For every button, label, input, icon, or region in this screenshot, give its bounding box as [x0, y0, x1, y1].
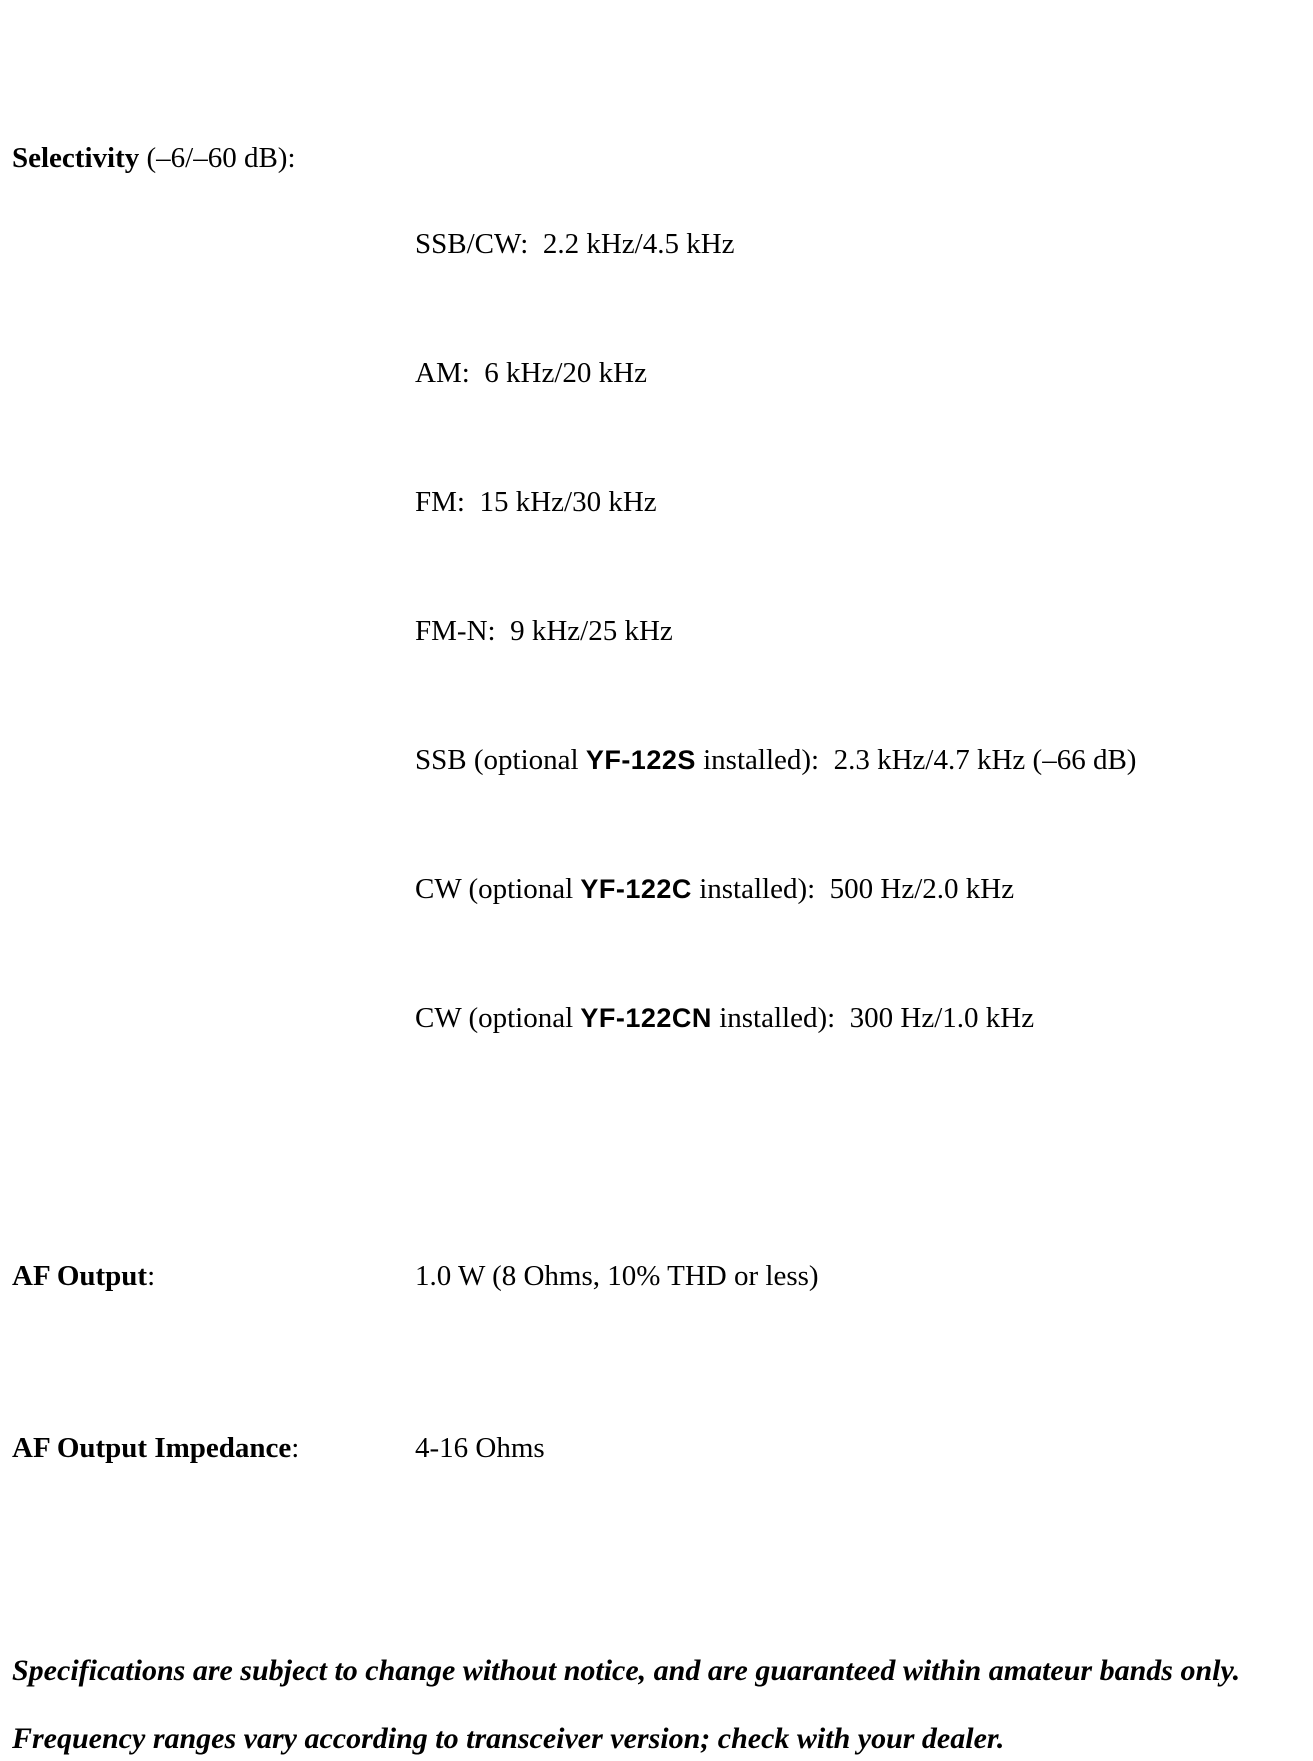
optional-line-prefix: CW (optional — [415, 1002, 581, 1034]
model-number-yf122cn: YF-122CN — [580, 1003, 712, 1033]
optional-line-prefix: SSB (optional — [415, 744, 586, 776]
model-number-yf122c: YF-122C — [580, 874, 692, 904]
spec-value-selectivity — [415, 137, 1313, 1126]
spec-label-bold-text: AF Output — [12, 1260, 148, 1292]
spec-value-line-ssb-optional — [415, 739, 1313, 782]
spec-row-af-output — [12, 1255, 1313, 1298]
model-number-yf122s: YF-122S — [585, 745, 696, 775]
note-frequency-ranges: Frequency ranges vary according to transceiver version; check with your dealer. — [12, 1722, 1005, 1755]
spec-value-af-output-impedance: 4-16 Ohms — [415, 1432, 545, 1464]
spec-value-line-fm: FM: 15 kHz/30 kHz — [415, 486, 657, 518]
spec-value-line-cw-optional — [415, 868, 1313, 911]
optional-line-prefix: CW (optional — [415, 873, 581, 905]
spec-label-bold-text: Selectivity — [12, 142, 140, 174]
spec-value-line-fm-n: FM-N: 9 kHz/25 kHz — [415, 615, 673, 647]
spec-label-selectivity — [12, 137, 415, 180]
specifications-table — [12, 8, 1313, 1599]
note-specs-disclaimer: Specifications are subject to change without notice, and are guaranteed within amateur bands only. — [12, 1654, 1241, 1687]
spec-row-af-output-impedance — [12, 1427, 1313, 1470]
spec-label-af-output — [12, 1255, 415, 1298]
spec-label-rest-text: : — [291, 1432, 300, 1464]
optional-line-suffix: installed): 300 Hz/1.0 kHz — [711, 1002, 1035, 1034]
spec-row-selectivity — [12, 137, 1313, 1126]
spec-label-bold-text: AF Output Impedance — [12, 1432, 292, 1464]
spec-label-rest-text: : — [147, 1260, 156, 1292]
spec-label-rest-text: (–6/–60 dB): — [139, 142, 296, 174]
optional-line-suffix: installed): 2.3 kHz/4.7 kHz (–66 dB) — [695, 744, 1137, 776]
spec-value-line-ssb-cw: SSB/CW: 2.2 kHz/4.5 kHz — [415, 228, 735, 260]
spec-value-af-output: 1.0 W (8 Ohms, 10% THD or less) — [415, 1260, 819, 1292]
optional-line-suffix: installed): 500 Hz/2.0 kHz — [691, 873, 1015, 905]
spec-value-line-cw-n-optional — [415, 997, 1313, 1040]
spec-label-af-output-impedance — [12, 1427, 415, 1470]
spec-value-line-am: AM: 6 kHz/20 kHz — [415, 357, 647, 389]
